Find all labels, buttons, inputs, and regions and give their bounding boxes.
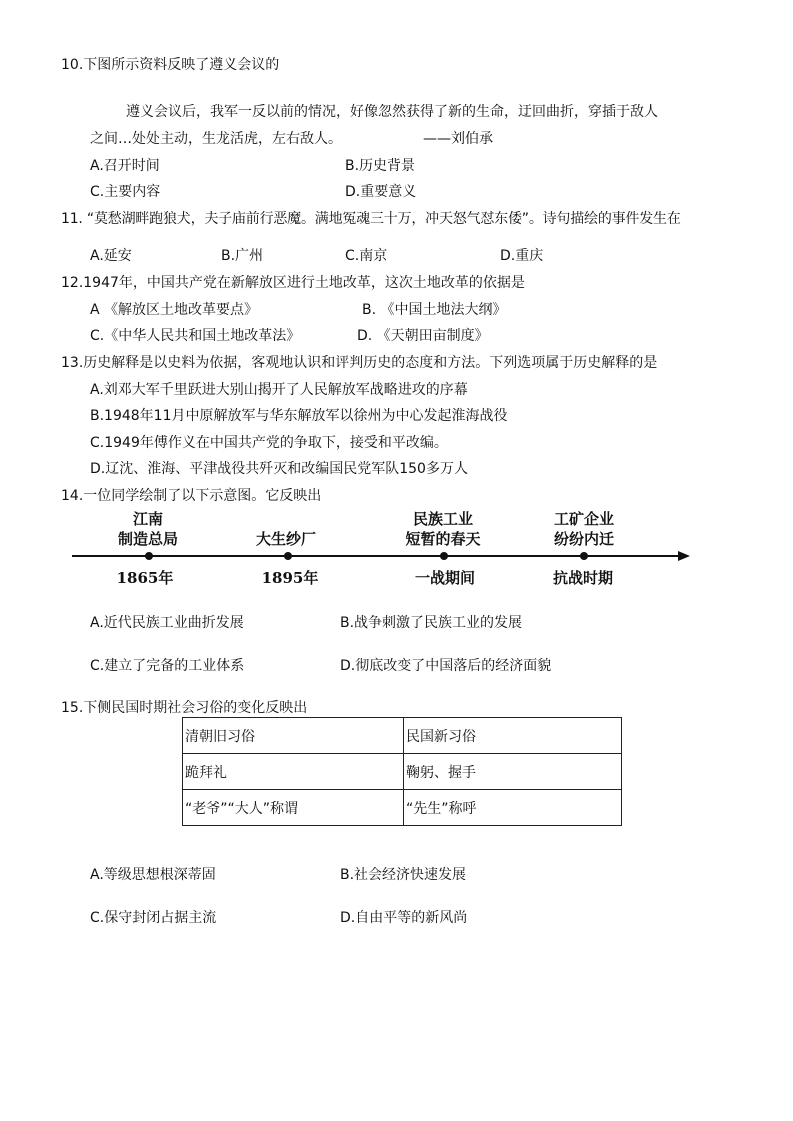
- table-row: [183, 790, 622, 826]
- q13-option-a: A.刘邓大军千里跃进大别山揭开了人民解放军战略进攻的序幕: [90, 382, 468, 398]
- q11-option-c: C.南京: [345, 248, 388, 264]
- q15-option-b: B.社会经济快速发展: [340, 867, 467, 883]
- q10-option-a: A.召开时间: [90, 158, 160, 174]
- table-cell: “先生”称呼: [404, 790, 622, 826]
- q10-option-c: C.主要内容: [90, 184, 161, 200]
- table-header-cell: 清朝旧习俗: [183, 718, 404, 754]
- q12-option-b: B. 《中国土地法大纲》: [362, 302, 507, 318]
- q11-option-b: B.广州: [221, 248, 264, 264]
- q14-stem: 14.一位同学绘制了以下示意图。它反映出: [61, 488, 322, 504]
- q13-stem: 13.历史解释是以史料为依据，客观地认识和评判历史的态度和方法。下列选项属于历史解释的是: [61, 355, 658, 371]
- q12-option-c: C.《中华人民共和国土地改革法》: [90, 328, 301, 344]
- timeline-dot: [580, 552, 588, 560]
- timeline-event-label: 大生纱厂: [255, 530, 316, 548]
- table-header-row: [183, 718, 622, 754]
- table-cell: “老爷”“大人”称谓: [183, 790, 404, 826]
- q13-option-d: D.辽沈、淮海、平津战役共歼灭和改编国民党军队150多万人: [90, 461, 468, 477]
- q14-option-c: C.建立了完备的工业体系: [90, 658, 245, 674]
- q10-quote-source: ——刘伯承: [423, 131, 493, 147]
- timeline-date: 1865年: [116, 569, 174, 587]
- q15-option-a: A.等级思想根深蒂固: [90, 867, 216, 883]
- q14-option-d: D.彻底改变了中国落后的经济面貌: [340, 658, 552, 674]
- q14-option-b: B.战争刺激了民族工业的发展: [340, 615, 523, 631]
- q10-quote-line2: 之间…处处主动，生龙活虎，左右敌人。: [90, 131, 342, 147]
- timeline-dot: [145, 552, 153, 560]
- q10-option-b: B.历史背景: [345, 158, 416, 174]
- timeline-date: 1895年: [261, 569, 319, 587]
- customs-table: [182, 717, 622, 826]
- timeline-date: 一战期间: [414, 569, 475, 587]
- q13-option-b: B.1948年11月中原解放军与华东解放军以徐州为中心发起淮海战役: [90, 408, 508, 424]
- timeline-arrow-icon: [678, 551, 690, 561]
- q14-option-a: A.近代民族工业曲折发展: [90, 615, 244, 631]
- timeline-dot: [440, 552, 448, 560]
- table-header-cell: 民国新习俗: [404, 718, 622, 754]
- timeline-date: 抗战时期: [552, 569, 613, 587]
- table-cell: 跪拜礼: [183, 754, 404, 790]
- q15-stem: 15.下侧民国时期社会习俗的变化反映出: [61, 700, 308, 716]
- q12-stem: 12.1947年，中国共产党在新解放区进行土地改革，这次土地改革的依据是: [61, 275, 525, 291]
- q13-option-c: C.1949年傅作义在中国共产党的争取下，接受和平改编。: [90, 435, 448, 451]
- timeline-event-label: 江南 制造总局: [117, 510, 178, 548]
- q10-stem: 10.下图所示资料反映了遵义会议的: [61, 57, 280, 73]
- timeline-dot: [284, 552, 292, 560]
- q15-option-c: C.保守封闭占据主流: [90, 910, 217, 926]
- q15-option-d: D.自由平等的新风尚: [340, 910, 468, 926]
- q11-option-a: A.延安: [90, 248, 132, 264]
- q10-quote-line1: 遵义会议后，我军一反以前的情况，好像忽然获得了新的生命，迂回曲折，穿插于敌人: [126, 104, 658, 120]
- q12-option-a: A 《解放区土地改革要点》: [90, 302, 259, 318]
- table-row: [183, 754, 622, 790]
- timeline-event-label: 民族工业 短暂的春天: [405, 510, 481, 548]
- table-cell: 鞠躬、握手: [404, 754, 622, 790]
- timeline-event-label: 工矿企业 纷纷内迁: [553, 510, 614, 548]
- q11-option-d: D.重庆: [500, 248, 544, 264]
- q12-option-d: D. 《天朝田亩制度》: [357, 328, 489, 344]
- q10-option-d: D.重要意义: [345, 184, 417, 200]
- q11-stem: 11. “莫愁湖畔跑狼犬，夫子庙前行恶魔。满地冤魂三十万，冲天怒气怼东倭”。诗句描绘的事件发生在: [61, 211, 681, 227]
- timeline-axis: [70, 548, 695, 568]
